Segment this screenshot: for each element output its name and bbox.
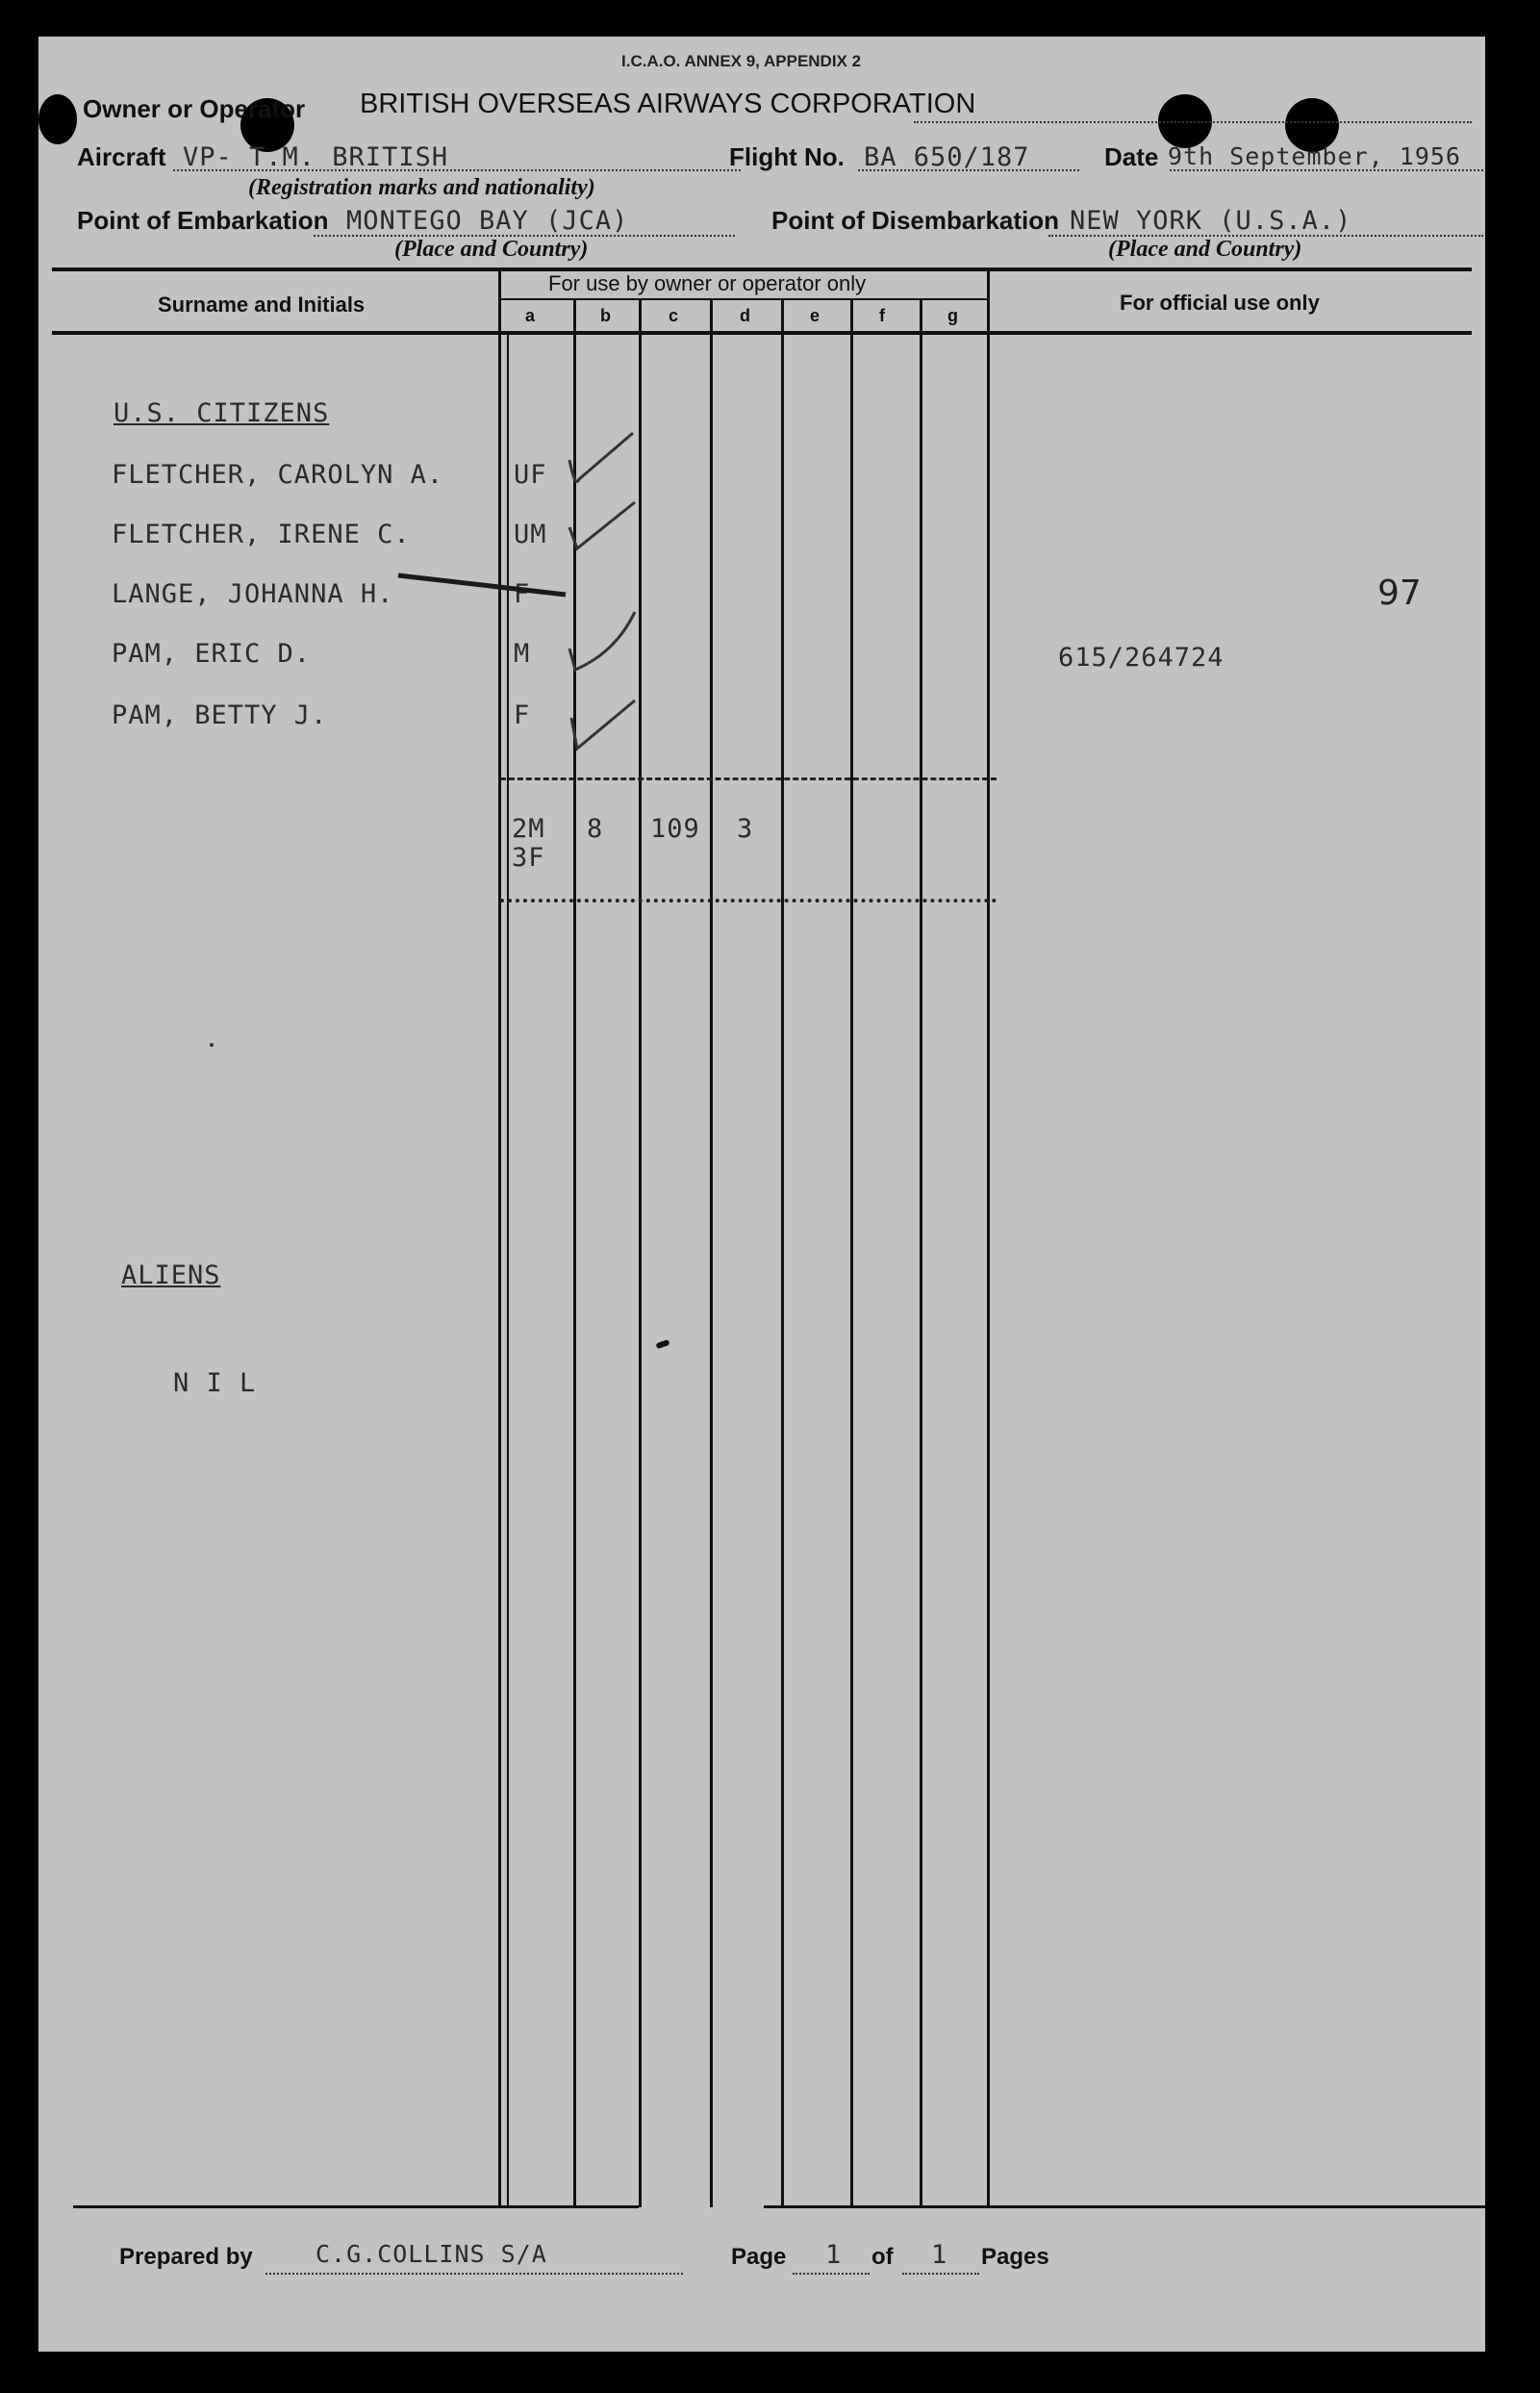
place-note: (Place and Country)	[394, 237, 589, 262]
page-label: Page	[731, 2244, 787, 2270]
of-value: 1	[931, 2240, 948, 2270]
sub-column-letter: d	[740, 306, 750, 325]
passenger-code: F	[514, 579, 531, 609]
owner-value: BRITISH OVERSEAS AIRWAYS CORPORATION	[360, 89, 976, 119]
passenger-code: M	[514, 639, 531, 669]
col-divider-surname	[498, 267, 501, 2207]
page-number: 97	[1377, 573, 1422, 613]
passenger-name: FLETCHER, IRENE C.	[112, 520, 411, 549]
sub-column-letter: e	[810, 306, 820, 325]
sub-column-letter: f	[879, 306, 885, 325]
manifest-page	[38, 37, 1485, 2352]
strike-line	[394, 570, 568, 608]
passenger-code: UF	[514, 460, 547, 490]
passenger-name: PAM, BETTY J.	[112, 700, 328, 730]
punch-hole	[38, 94, 77, 144]
us-citizens-heading: U.S. CITIZENS	[114, 398, 330, 428]
passenger-name: FLETCHER, CAROLYN A.	[112, 460, 444, 490]
passenger-name: LANGE, JOHANNA H.	[112, 579, 394, 609]
date-value: 9th September, 1956	[1168, 142, 1461, 170]
col-divider-d	[710, 298, 713, 2207]
total-d: 3	[737, 814, 754, 844]
passenger-code: F	[514, 700, 531, 730]
footer-rule-right	[764, 2205, 1485, 2208]
sub-column-letter: c	[669, 306, 679, 325]
table-header-bottom-rule	[52, 331, 1472, 335]
flight-value: BA 650/187	[864, 142, 1030, 172]
passenger-code: UM	[514, 520, 547, 549]
col-divider-official	[987, 267, 990, 2207]
official-reference: 615/264724	[1058, 643, 1224, 673]
passenger-name: PAM, ERIC D.	[112, 639, 312, 669]
place-note-2: (Place and Country)	[1108, 237, 1302, 262]
col-divider-f	[850, 298, 853, 2207]
prepared-by-label: Prepared by	[119, 2244, 253, 2270]
aircraft-label: Aircraft	[77, 142, 166, 171]
check-mark	[569, 502, 635, 548]
col-divider-e	[781, 298, 784, 2207]
official-use-header: For official use only	[1120, 291, 1320, 315]
check-mark	[569, 612, 635, 670]
footer-rule-left	[73, 2205, 639, 2208]
embarkation-value: MONTEGO BAY (JCA)	[346, 206, 629, 236]
aliens-nil: N I L	[173, 1368, 257, 1398]
check-mark	[571, 700, 635, 749]
prepared-by-value: C.G.COLLINS S/A	[316, 2240, 547, 2268]
sub-column-letter: b	[600, 306, 611, 325]
total-c: 109	[650, 814, 700, 844]
embarkation-label: Point of Embarkation	[77, 206, 329, 235]
totals-top-dashline	[500, 777, 997, 780]
aircraft-value: VP- T.M. BRITISH	[183, 142, 449, 172]
sub-column-letter: g	[947, 306, 958, 325]
total-a-female: 3F	[512, 843, 545, 873]
registration-note: (Registration marks and nationality)	[248, 175, 595, 200]
col-divider-g	[920, 298, 922, 2207]
totals-bottom-dashline	[500, 899, 997, 903]
owner-dotline	[914, 92, 1472, 123]
disembarkation-value: NEW YORK (U.S.A.)	[1070, 206, 1352, 236]
sub-column-letter: a	[525, 306, 536, 325]
of-label: of	[871, 2244, 894, 2270]
total-b: 8	[587, 814, 604, 844]
check-marks	[558, 421, 702, 768]
owner-use-header: For use by owner or operator only	[548, 271, 867, 295]
surname-column-header: Surname and Initials	[158, 293, 366, 317]
col-divider-a	[507, 335, 509, 2207]
pages-label: Pages	[981, 2244, 1049, 2270]
check-mark	[569, 433, 633, 482]
owner-label: Owner or Operator	[83, 94, 306, 123]
page-value: 1	[825, 2240, 843, 2270]
flight-label: Flight No.	[729, 142, 845, 171]
date-label: Date	[1104, 142, 1159, 171]
ink-speck	[655, 1339, 669, 1349]
disembarkation-label: Point of Disembarkation	[771, 206, 1060, 235]
annex-reference: I.C.A.O. ANNEX 9, APPENDIX 2	[621, 52, 862, 70]
ink-speck	[210, 1043, 214, 1047]
aliens-heading: ALIENS	[121, 1260, 221, 1290]
total-a-male: 2M	[512, 814, 545, 844]
